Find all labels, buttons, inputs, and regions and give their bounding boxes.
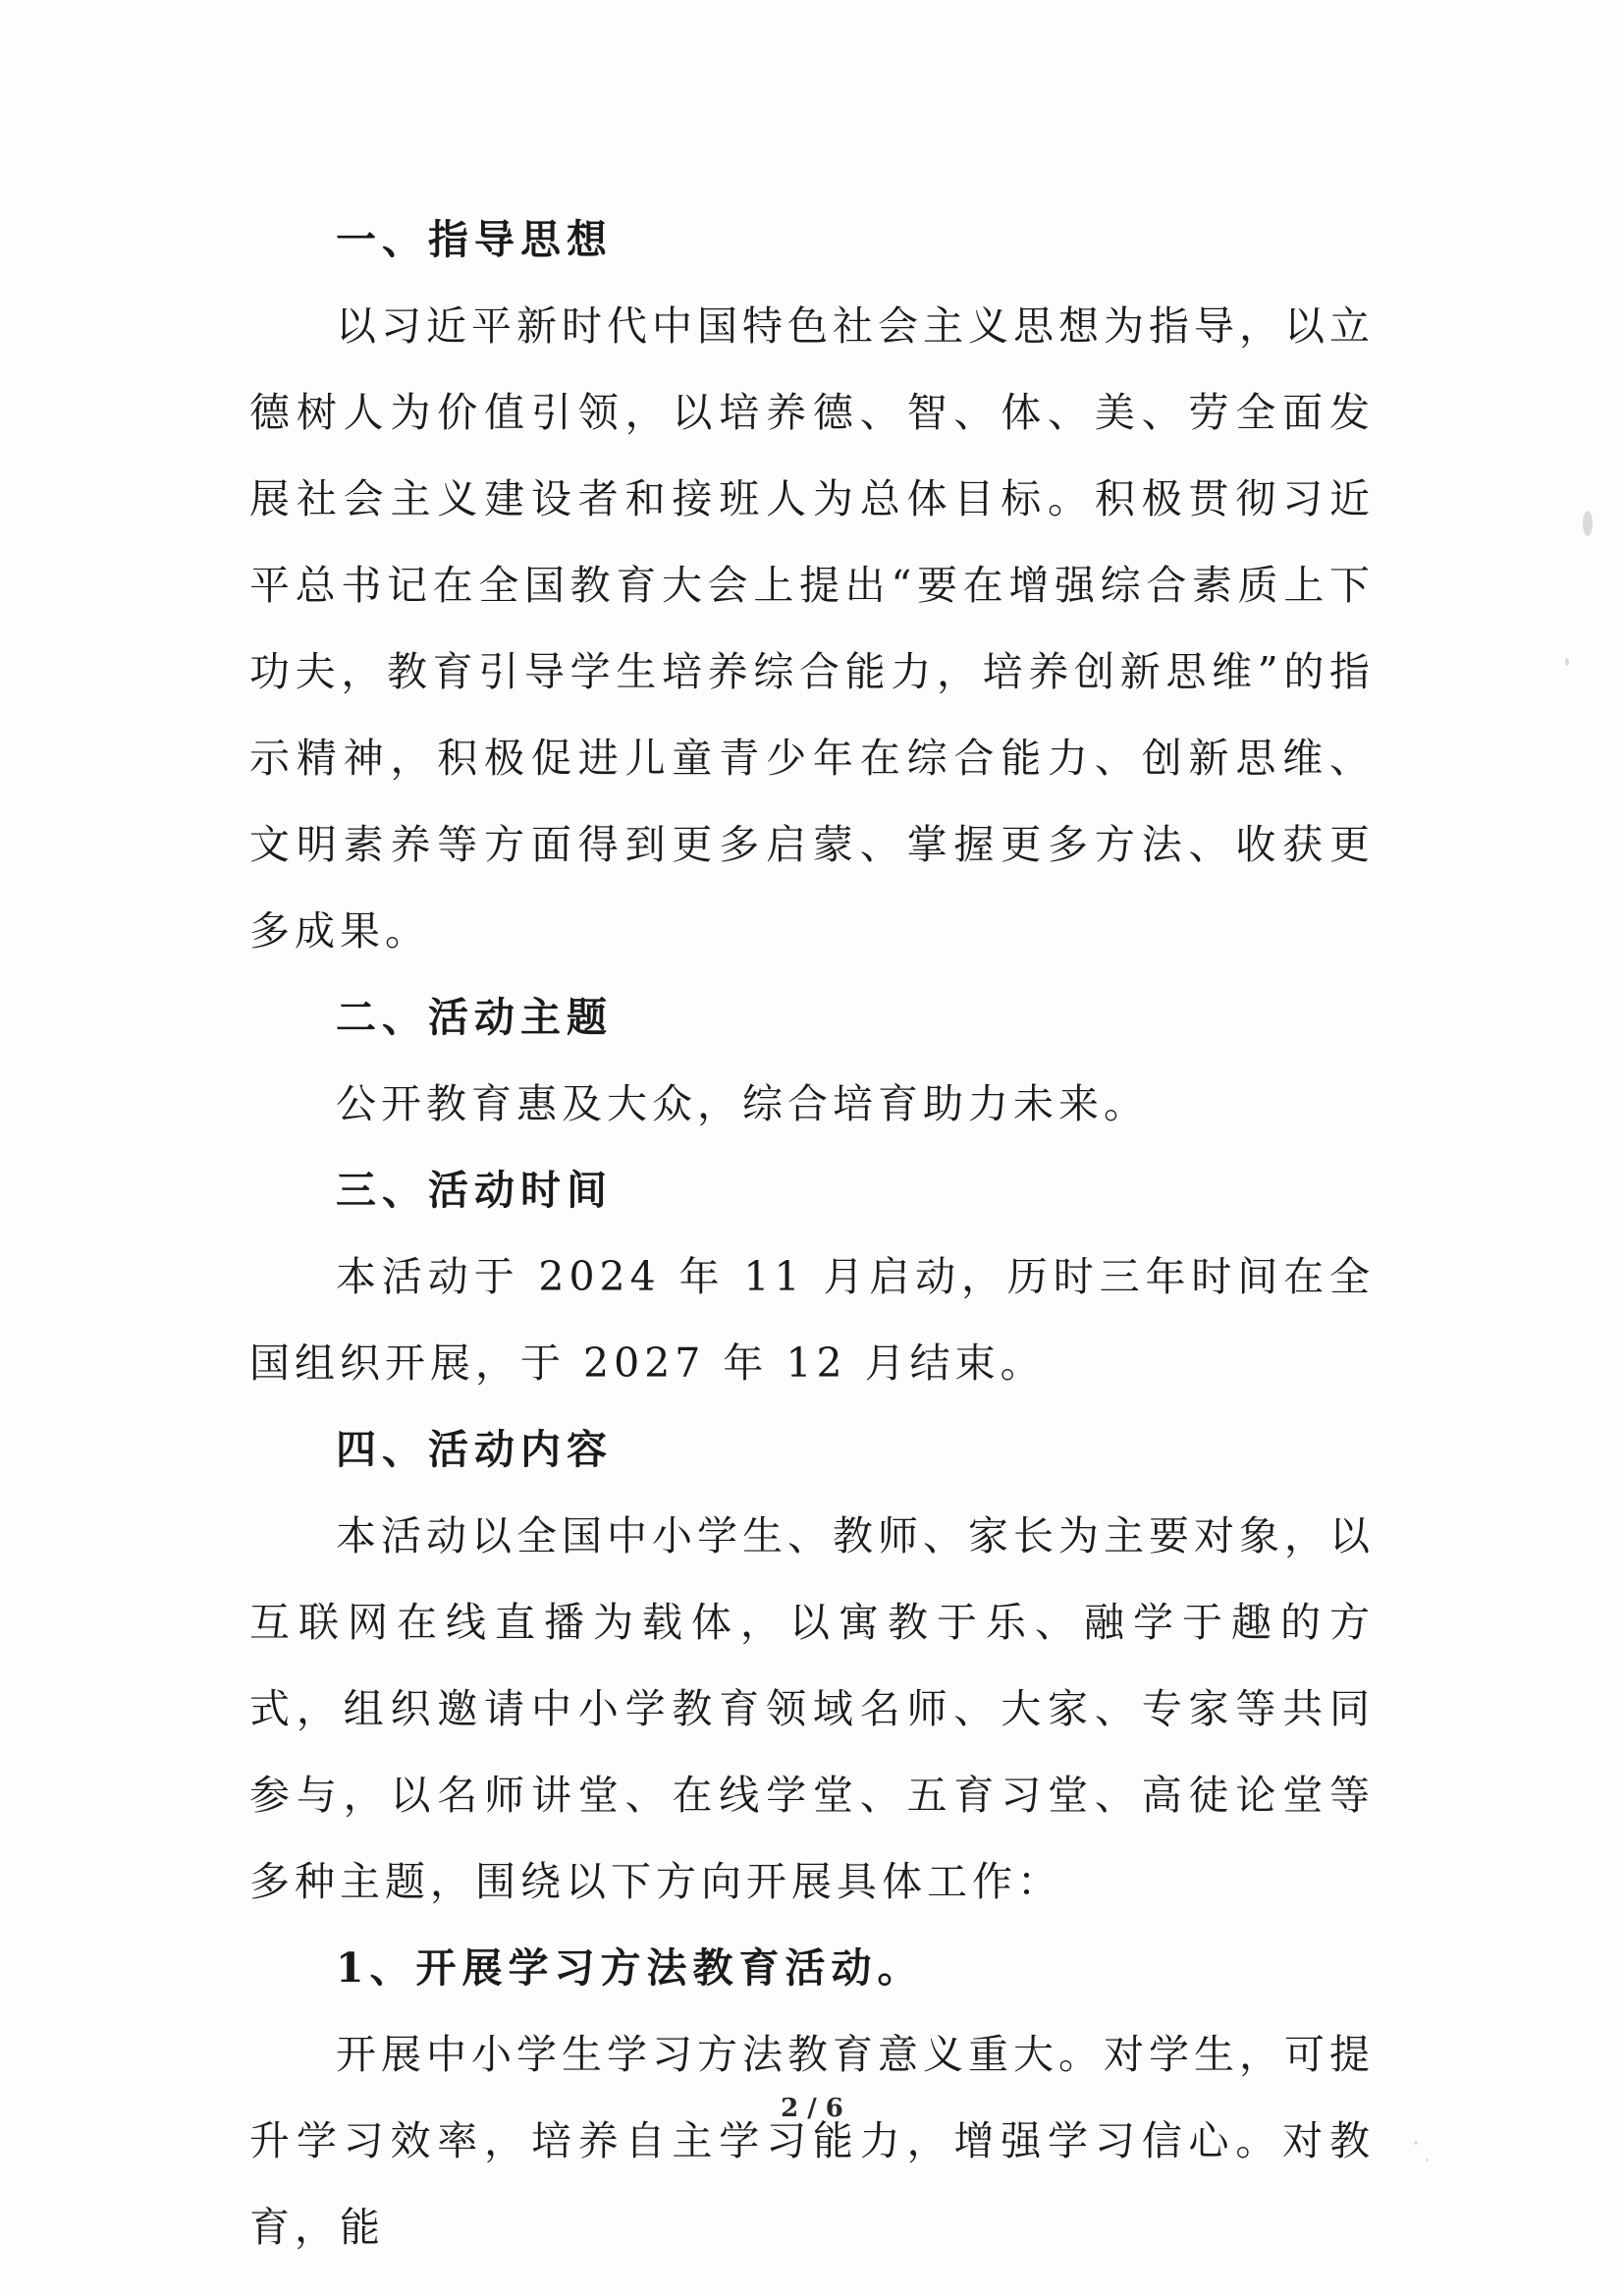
section-heading: 四、活动内容 bbox=[336, 1426, 613, 1473]
document-body bbox=[249, 196, 1375, 2270]
section-guiding-ideology bbox=[249, 196, 1375, 974]
scan-speck bbox=[1414, 2141, 1418, 2145]
paragraph: 公开教育惠及大众，综合培育助力未来。 bbox=[336, 1080, 1149, 1127]
scan-speck bbox=[1583, 511, 1593, 536]
section-activity-theme bbox=[249, 974, 1375, 1147]
section-heading: 二、活动主题 bbox=[336, 994, 613, 1041]
paragraph: 本活动于 2024 年 11 月启动，历时三年时间在全国组织开展，于 2027 年 12 月结束。 bbox=[249, 1253, 1375, 1387]
scan-speck bbox=[1426, 2159, 1429, 2161]
page-number: 2 / 6 bbox=[781, 2094, 843, 2123]
section-activity-content bbox=[249, 1406, 1375, 1925]
section-activity-time bbox=[249, 1147, 1375, 1406]
paragraph: 以习近平新时代中国特色社会主义思想为指导，以立德树人为价值引领，以培养德、智、体、美、劳全面发展社会主义建设者和接班人为总体目标。积极贯彻习近平总书记在全国教育大会上提出“要在增强综合素质上下功夫，教育引导学生培养综合能力，培养创新思维”的指示精神，积极促进儿童青少年在综合能力、创新思维、文明素养等方面得到更多启蒙、掌握更多方法、收获更多成果。 bbox=[249, 302, 1375, 955]
section-heading: 一、指导思想 bbox=[336, 216, 613, 263]
section-heading: 1、开展学习方法教育活动。 bbox=[336, 1944, 924, 1992]
paragraph: 开展中小学生学习方法教育意义重大。对学生，可提升学习效率，培养自主学习能力，增强学习信心。对教育，能 bbox=[249, 2031, 1375, 2251]
scan-speck bbox=[1565, 658, 1569, 666]
section-heading: 三、活动时间 bbox=[336, 1167, 613, 1214]
paragraph: 本活动以全国中小学生、教师、家长为主要对象，以互联网在线直播为载体，以寓教于乐、融学于趣的方式，组织邀请中小学教育领域名师、大家、专家等共同参与，以名师讲堂、在线学堂、五育习堂、高徒论堂等多种主题，围绕以下方向开展具体工作： bbox=[249, 1512, 1375, 1905]
